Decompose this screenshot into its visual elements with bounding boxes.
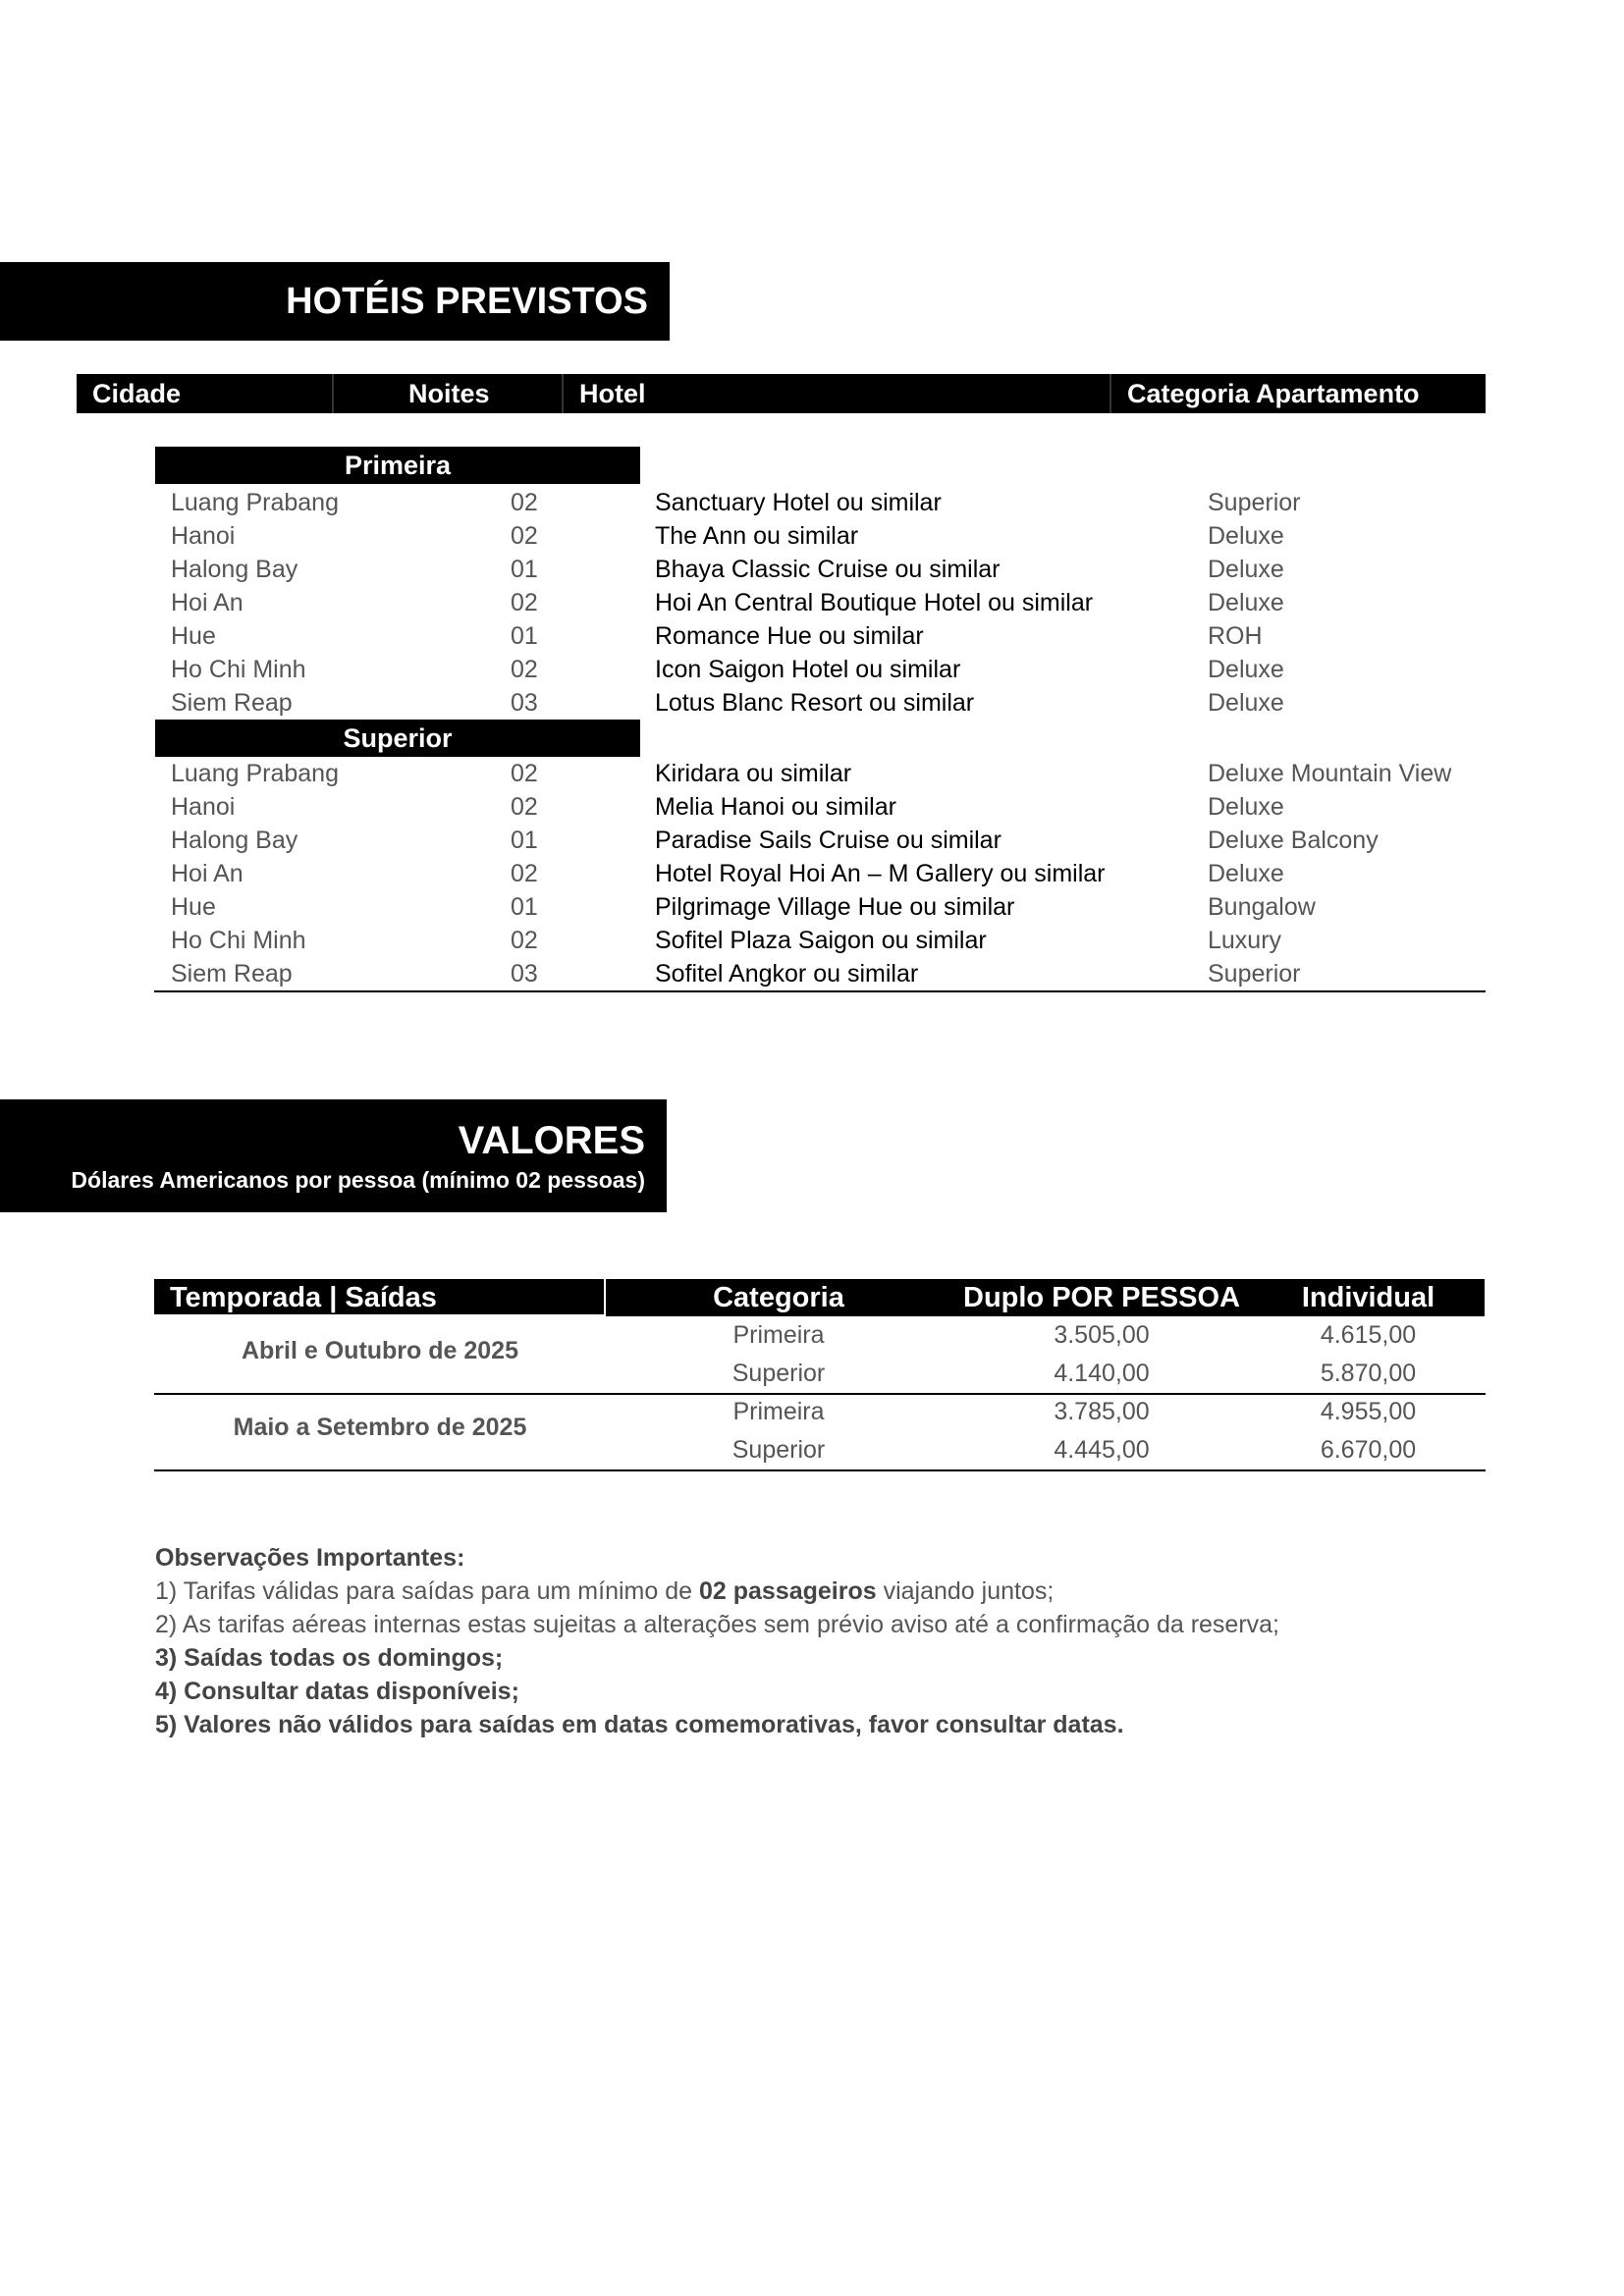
hotel-name: Icon Saigon Hotel ou similar	[655, 656, 961, 683]
hotel-row	[0, 890, 1624, 924]
hotel-name: Melia Hanoi ou similar	[655, 793, 896, 821]
hotel-category: ROH	[1208, 622, 1263, 650]
hotel-name: Lotus Blanc Resort ou similar	[655, 689, 975, 717]
hotel-row	[0, 857, 1624, 890]
hotel-city: Ho Chi Minh	[171, 656, 306, 683]
hotel-city: Siem Reap	[171, 689, 293, 717]
hotel-row	[0, 824, 1624, 857]
header-divider	[562, 374, 564, 413]
hotel-name: The Ann ou similar	[655, 522, 859, 550]
hotel-nights: 02	[511, 927, 538, 954]
hotel-name: Hoi An Central Boutique Hotel ou similar	[655, 589, 1094, 616]
prices-subtitle: Dólares Americanos por pessoa (mínimo 02 pessoas)	[71, 1167, 645, 1193]
hotel-nights: 02	[511, 793, 538, 821]
note-1-emphasis: 02 passageiros	[698, 1577, 877, 1605]
price-category: Superior	[731, 1436, 826, 1464]
hotel-city: Hue	[171, 622, 216, 650]
hotel-row	[0, 653, 1624, 686]
hotel-nights: 01	[511, 893, 538, 921]
price-double: 4.445,00	[1054, 1436, 1150, 1464]
season-label: Maio a Setembro de 2025	[233, 1414, 527, 1441]
col-category: Categoria Apartamento	[1127, 379, 1420, 408]
hotel-nights: 03	[511, 960, 538, 988]
price-single: 4.955,00	[1320, 1398, 1417, 1425]
hotel-city: Hue	[171, 893, 216, 921]
price-table-bottom-rule	[154, 1469, 1486, 1471]
col-double: Duplo POR PESSOA	[963, 1282, 1240, 1313]
col-hotel: Hotel	[579, 379, 646, 408]
hotel-category: Deluxe	[1208, 793, 1284, 821]
hotel-category: Deluxe Balcony	[1208, 827, 1379, 854]
hotel-name: Hotel Royal Hoi An – M Gallery ou similar	[655, 860, 1106, 887]
hotel-city: Halong Bay	[171, 556, 298, 583]
note-4: 4) Consultar datas disponíveis;	[155, 1678, 519, 1705]
hotel-row	[0, 486, 1624, 519]
hotel-nights: 02	[511, 656, 538, 683]
hotel-row	[0, 519, 1624, 553]
note-3: 3) Saídas todas os domingos;	[155, 1644, 504, 1672]
hotel-name: Pilgrimage Village Hue ou similar	[655, 893, 1015, 921]
hotel-category: Superior	[1208, 960, 1301, 988]
hotel-category: Deluxe	[1208, 556, 1284, 583]
hotel-category: Deluxe	[1208, 589, 1284, 616]
hotel-row	[0, 924, 1624, 957]
note-1	[155, 1575, 1481, 1608]
hotel-category: Deluxe	[1208, 656, 1284, 683]
hotel-row	[0, 790, 1624, 824]
hotel-nights: 01	[511, 556, 538, 583]
price-double: 3.785,00	[1054, 1398, 1150, 1425]
hotel-city: Ho Chi Minh	[171, 927, 306, 954]
price-single: 6.670,00	[1320, 1436, 1417, 1464]
hotel-category: Bungalow	[1208, 893, 1316, 921]
hotel-nights: 02	[511, 522, 538, 550]
hotel-nights: 01	[511, 827, 538, 854]
price-category: Primeira	[732, 1398, 825, 1425]
note-5: 5) Valores não válidos para saídas em datas comemorativas, favor consultar datas.	[155, 1711, 1124, 1738]
notes-heading: Observações Importantes:	[155, 1544, 465, 1572]
hotel-category: Deluxe Mountain View	[1208, 760, 1452, 787]
hotel-nights: 02	[511, 860, 538, 887]
hotel-name: Sanctuary Hotel ou similar	[655, 489, 942, 516]
hotel-city: Hanoi	[171, 522, 236, 550]
hotel-row	[0, 686, 1624, 720]
price-category: Superior	[731, 1360, 826, 1387]
hotel-category: Superior	[1208, 489, 1301, 516]
hotels-title: HOTÉIS PREVISTOS	[286, 281, 648, 322]
col-city: Cidade	[92, 379, 182, 408]
hotel-nights: 03	[511, 689, 538, 717]
group-label-superior: Superior	[155, 720, 640, 757]
price-double: 3.505,00	[1054, 1321, 1150, 1349]
hotel-nights: 02	[511, 760, 538, 787]
hotel-name: Paradise Sails Cruise ou similar	[655, 827, 1001, 854]
hotel-city: Hoi An	[171, 589, 244, 616]
col-single: Individual	[1301, 1282, 1435, 1313]
hotel-name: Sofitel Angkor ou similar	[655, 960, 919, 988]
col-season: Temporada | Saídas	[170, 1282, 437, 1313]
hotel-nights: 01	[511, 622, 538, 650]
hotels-banner	[0, 262, 670, 341]
hotel-nights: 02	[511, 489, 538, 516]
hotel-city: Hoi An	[171, 860, 244, 887]
notes-block	[155, 1541, 1481, 1741]
hotel-city: Luang Prabang	[171, 760, 339, 787]
hotel-city: Luang Prabang	[171, 489, 339, 516]
hotel-row	[0, 553, 1624, 586]
price-single: 4.615,00	[1320, 1321, 1417, 1349]
price-header-season-cell	[154, 1279, 604, 1314]
hotel-city: Siem Reap	[171, 960, 293, 988]
prices-banner	[0, 1099, 667, 1212]
price-single: 5.870,00	[1320, 1360, 1417, 1387]
col-nights: Noites	[408, 379, 490, 408]
group-label-primeira: Primeira	[155, 447, 640, 484]
hotel-city: Hanoi	[171, 793, 236, 821]
season-label: Abril e Outubro de 2025	[241, 1337, 518, 1364]
price-double: 4.140,00	[1054, 1360, 1150, 1387]
header-divider	[1110, 374, 1111, 413]
col-price-category: Categoria	[713, 1282, 844, 1313]
hotel-category: Deluxe	[1208, 860, 1284, 887]
hotel-category: Luxury	[1208, 927, 1282, 954]
note-2: 2) As tarifas aéreas internas estas sujeitas a alterações sem prévio aviso até a confirmação da reserva;	[155, 1611, 1280, 1638]
hotel-row	[0, 619, 1624, 653]
hotel-row	[0, 957, 1624, 990]
hotel-nights: 02	[511, 589, 538, 616]
hotel-category: Deluxe	[1208, 522, 1284, 550]
price-category: Primeira	[732, 1321, 825, 1349]
hotel-row	[0, 757, 1624, 790]
note-1-text: 1) Tarifas válidas para saídas para um mínimo de	[155, 1577, 699, 1605]
header-divider	[332, 374, 334, 413]
note-1-text-end: viajando juntos;	[876, 1577, 1055, 1605]
hotel-category: Deluxe	[1208, 689, 1284, 717]
hotel-row	[0, 586, 1624, 619]
hotels-table-bottom-rule	[154, 990, 1486, 992]
hotel-name: Bhaya Classic Cruise ou similar	[655, 556, 1001, 583]
prices-title: VALORES	[458, 1119, 645, 1162]
hotel-name: Kiridara ou similar	[655, 760, 852, 787]
hotels-table-header	[77, 374, 1486, 413]
hotel-name: Romance Hue ou similar	[655, 622, 924, 650]
price-header-cells	[606, 1279, 1485, 1316]
hotel-city: Halong Bay	[171, 827, 298, 854]
hotel-name: Sofitel Plaza Saigon ou similar	[655, 927, 987, 954]
